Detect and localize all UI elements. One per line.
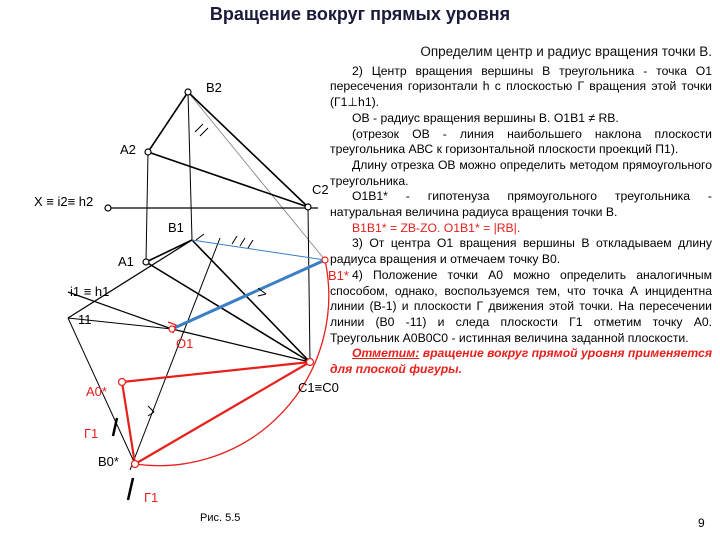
- paragraph-hypotenuse: О1В1* - гипотенуза прямоугольного треугольника - натуральная величина радиуса вращения точки В.: [330, 189, 712, 220]
- page-title: Вращение вокруг прямых уровня: [209, 4, 511, 24]
- point-a1: [143, 259, 149, 265]
- label-a1: A1: [118, 254, 134, 269]
- point-b0: [132, 461, 139, 468]
- label-g1-left: Г1: [84, 426, 99, 441]
- paragraph-slope-line: (отрезок ОВ - линия наибольшего наклона плоскости треугольника АВС к горизонтальной плоскости проекций П1).: [330, 126, 712, 157]
- edge-b2-c2: [188, 92, 308, 207]
- link-c: [308, 207, 310, 362]
- label-b0star: B0*: [98, 454, 119, 469]
- paragraph-center: 2) Центр вращения вершины В треугольника - точка О1 пересечения горизонтали h с плоскостью Г вращения этой точки (Г1⊥h1).: [330, 63, 712, 110]
- point-b2: [185, 89, 191, 95]
- paragraph-formula: В1В1* = ZB-ZO. О1В1* = |RB|.: [352, 220, 521, 235]
- note-text: вращение вокруг прямой уровня применяется для плоской фигуры.: [330, 346, 712, 377]
- label-c1-c0: C1≡C0: [298, 380, 339, 395]
- label-g1-bottom: Г1: [144, 490, 159, 505]
- label-b2: B2: [206, 80, 222, 95]
- point-x-axis: [105, 205, 111, 211]
- label-a2: A2: [120, 142, 136, 157]
- note-label: Отметим:: [352, 346, 420, 361]
- paragraph-step3: 3) От центра О1 вращения вершины В откладываем длину радиуса вращения и отмечаем точку В0.: [330, 236, 712, 267]
- label-b1: B1: [168, 220, 184, 235]
- label-axis: X ≡ i2≡ h2: [34, 194, 94, 209]
- figure-caption: Рис. 5.5: [200, 512, 241, 524]
- point-b1star: [322, 257, 328, 263]
- paragraph-step4: 4) Положение точки А0 можно определить аналогичным способом, однако, воспользуемся тем, что точка А инцидентна линии (В-1) и плоскости Г движения этой точки. На пересечении линии (В0 -11) и следа плоскости Г1 отметим точку А0. Треугольник А0В0С0 - истинная величина заданной плоскости.: [330, 267, 712, 345]
- point-o1: [169, 326, 175, 332]
- point-c0: [307, 359, 314, 366]
- label-c2: C2: [312, 182, 329, 197]
- edge-a2-b2: [148, 92, 188, 152]
- leg-b1-b1star: [192, 240, 325, 260]
- section-heading: Определим центр и радиус вращения точки В.: [420, 44, 712, 59]
- label-11: 11: [78, 312, 92, 327]
- edge-a2-c2: [148, 152, 308, 207]
- g1-trace-tick-lower: [128, 478, 133, 500]
- label-b1star: B1*: [328, 268, 349, 283]
- trace-g1: [130, 238, 220, 470]
- link-a: [146, 152, 148, 262]
- point-a2: [145, 149, 151, 155]
- edge-a1-b1: [146, 240, 192, 262]
- edge-a0-b0: [122, 382, 135, 464]
- explanation-text: [330, 44, 712, 378]
- page-number: 9: [698, 516, 705, 530]
- link-b2-b1star: [188, 92, 325, 260]
- label-i1-h1: i1 ≡ h1: [70, 284, 110, 299]
- label-o1: O1: [176, 336, 194, 351]
- paragraph-radius: ОВ - радиус вращения вершины В. О1В1 ≠ RB.: [352, 110, 619, 125]
- label-a0star: A0*: [86, 384, 107, 399]
- point-a0: [119, 379, 126, 386]
- point-c2: [305, 204, 311, 210]
- hypotenuse-o1-b1star: [172, 260, 325, 329]
- paragraph-method: Длину отрезка ОВ можно определить методом прямоугольного треугольника.: [330, 157, 712, 188]
